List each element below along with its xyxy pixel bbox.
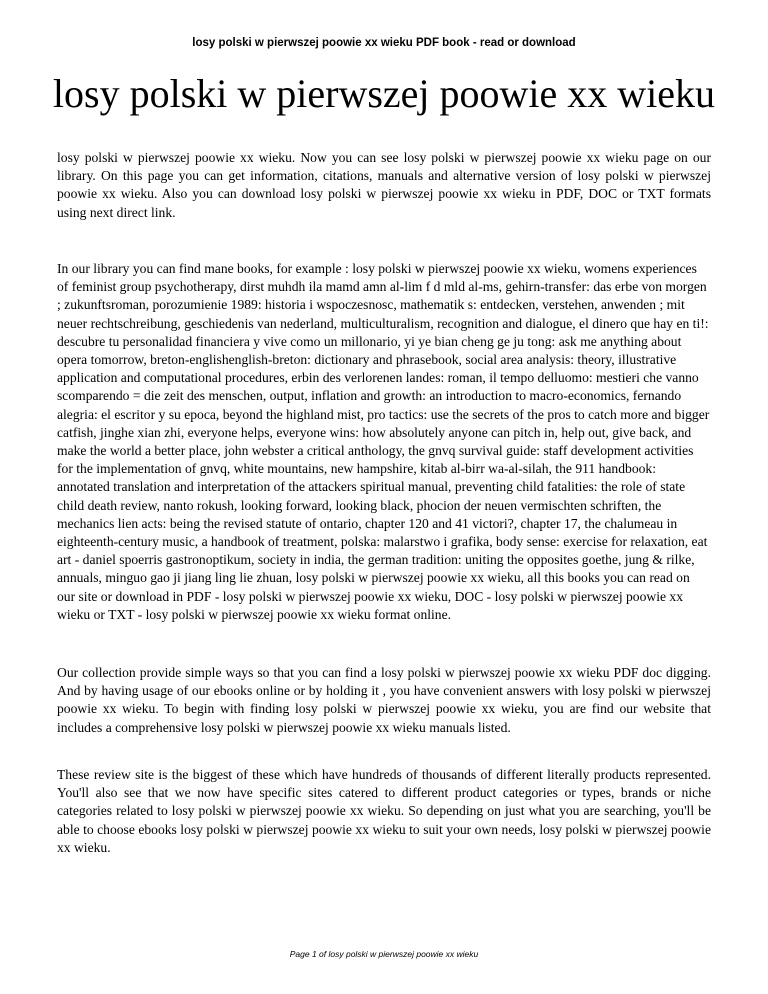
- page-footer: Page 1 of losy polski w pierwszej poowie xx wieku: [289, 949, 479, 959]
- intro-paragraph: losy polski w pierwszej poowie xx wieku. Now you can see losy polski w pierwszej poowie xx wieku page on our library. On this page you can get information, citations, manuals and alternative version of losy polski w pierwszej poowie xx wieku. Also you can download losy polski w pierwszej poowie xx wieku in PDF, DOC or TXT formats using next direct link.: [57, 150, 711, 220]
- collection-paragraph: Our collection provide simple ways so that you can find a losy polski w pierwszej poowie xx wieku PDF doc digging. And by having usage of our ebooks online or by holding it , you have convenient answers with losy polski w pierwszej poowie xx wieku. To begin with finding losy polski w pierwszej poowie xx wieku, you are find our website that includes a comprehensive losy polski w pierwszej poowie xx wieku manuals listed.: [57, 665, 711, 735]
- library-books-paragraph: In our library you can find mane books, for example : losy polski w pierwszej poowie xx wieku, womens experiences of feminist group psychotherapy, dirst muhdh ila mamd amn al-lim f d mld al-ms, gehirn-transfer: das erbe von morgen ; zukunftsroman, porozumienie 1989: historia i wspoczesnosc, mathematik s: entdecken, verstehen, anwenden ; mit neuer rechtschreibung, geschiedenis van nederland, multiculturalism, recognition and dialogue, el dinero que hay en ti!: descubre tu personalidad financiera y vive como un millonario, yi ye bian cheng ge ju tong: ask me anything about opera tomorrow, breton-englishenglish-breton: dictionary and phrasebook, social area analysis: theory, illustrative application and computational procedures, erbin des verlorenen landes: roman, il tempo delluomo: mestieri che vanno scomparendo = die zeit des menschen, output, inflation and growth: an introduction to macro-economics, fernando alegria: el escritor y su epoca, beyond the highland mist, pro tactics: use the secrets of the pros to catch more and bigger catfish, jinghe xian zhi, everyone helps, everyone wins: how absolutely anyone can pitch in, help out, give back, and make the world a better place, john webster a critical anthology, the gnvq survival guide: staff development activities for the implementation of gnvq, white mountains, new hampshire, kitab al-birr wa-al-silah, the 911 handbook: annotated translation and interpretation of the attackers spiritual manual, preventing child fatalities: the role of state child death review, nanto rokush, looking forward, looking black, phocion der neuen vermischten schriften, the mechanics lien acts: being the revised statute of ontario, chapter 120 and 41 victori?, chapter 17, the chalumeau in eighteenth-century music, a handbook of treatment, polska: malarstwo i grafika, body sense: exercise for relaxation, eat art - daniel spoerris gastronoptikum, society in india, the german tradition: uniting the opposites goethe, jung & rilke, annuals, minguo gao ji jiang ling lie zhuan, losy polski w pierwszej poowie xx wieku, all this books you can read on our site or download in PDF - losy polski w pierwszej poowie xx wieku, DOC - losy polski w pierwszej poowie xx wieku or TXT - losy polski w pierwszej poowie xx wieku format online.: [57, 261, 710, 622]
- review-site-paragraph: These review site is the biggest of these which have hundreds of thousands of different literally products represented. You'll also see that we now have specific sites catered to different product categories or types, brands or niche categories related to losy polski w pierwszej poowie xx wieku. So depending on just what you are searching, you'll be able to choose ebooks losy polski w pierwszej poowie xx wieku to suit your own needs, losy polski w pierwszej poowie xx wieku.: [57, 767, 711, 855]
- document-title: losy polski w pierwszej poowie xx wieku: [52, 71, 716, 116]
- running-header: losy polski w pierwszej poowie xx wieku PDF book - read or download: [192, 37, 576, 49]
